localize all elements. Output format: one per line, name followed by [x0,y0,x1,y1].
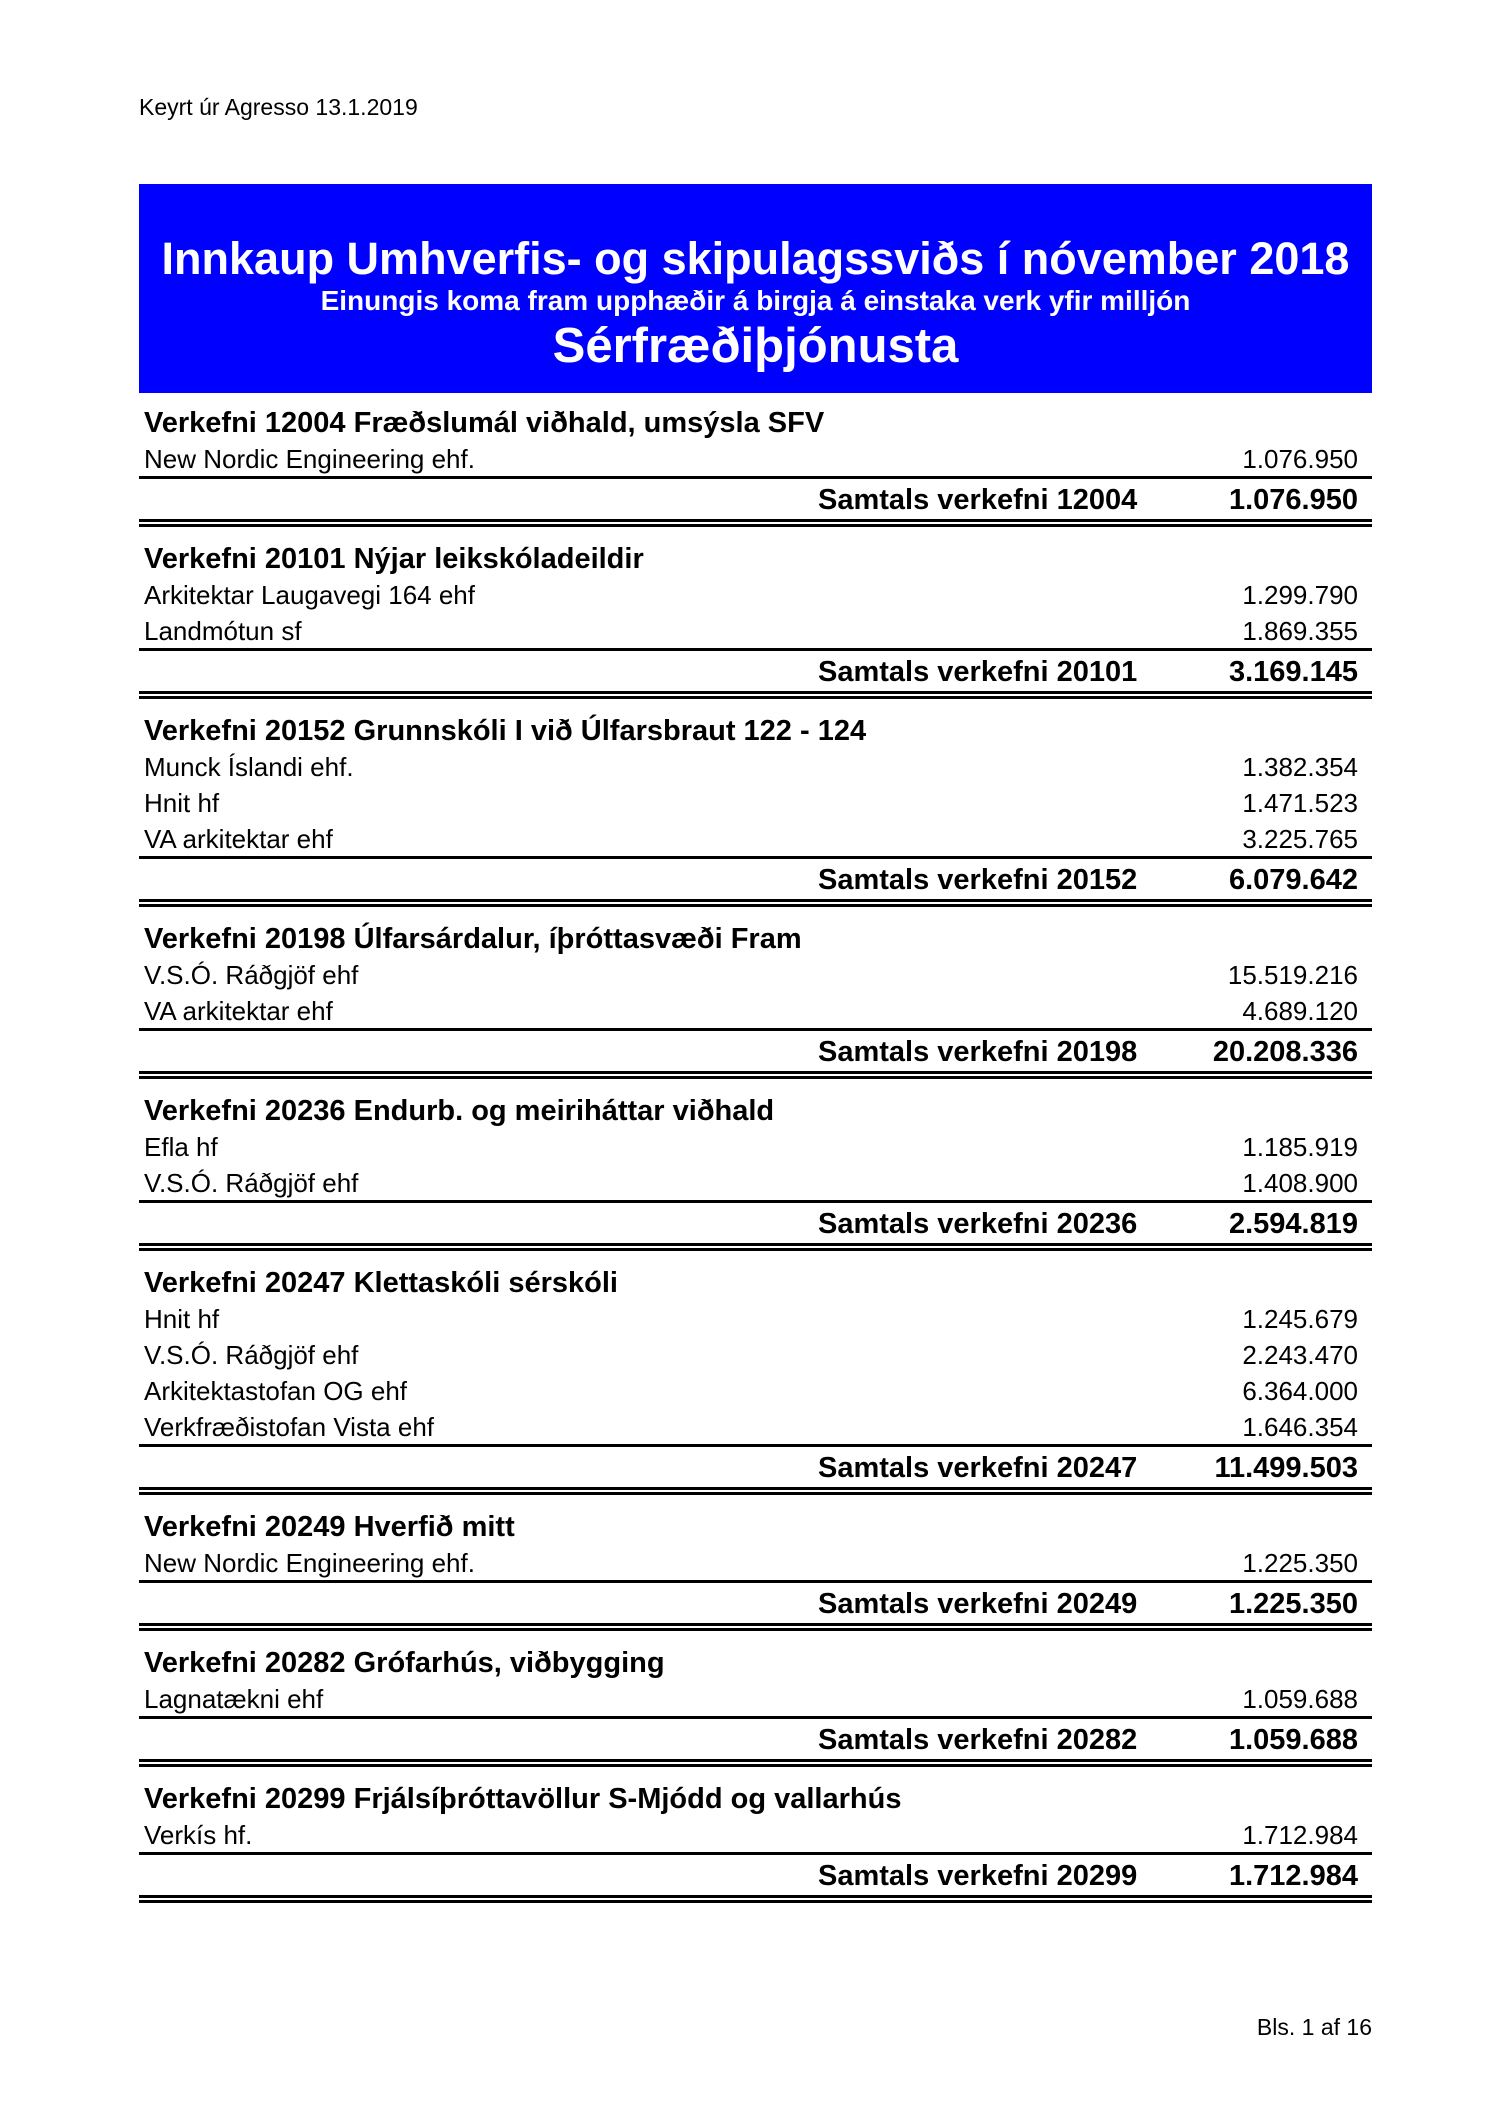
supplier-amount: 1.059.688 [1242,1684,1358,1714]
supplier-name: Verkís hf. [144,1820,253,1850]
supplier-name: VA arkitektar ehf [144,996,333,1026]
supplier-row [139,956,1372,992]
supplier-row [139,576,1372,612]
total-label: Samtals verkefni 12004 [818,484,1138,516]
supplier-list [139,1128,1372,1203]
supplier-amount: 1.408.900 [1242,1168,1358,1198]
supplier-name: Munck Íslandi ehf. [144,752,354,782]
project-total-row [139,859,1372,902]
supplier-name: New Nordic Engineering ehf. [144,444,475,474]
project-heading: Verkefni 12004 Fræðslumál viðhald, umsýsla SFV [144,407,825,439]
supplier-name: Verkfræðistofan Vista ehf [144,1412,435,1442]
supplier-name: Arkitektar Laugavegi 164 ehf [144,580,475,610]
total-label: Samtals verkefni 20249 [818,1588,1138,1620]
supplier-row [139,820,1372,856]
supplier-row [139,612,1372,648]
total-label: Samtals verkefni 20299 [818,1860,1138,1892]
supplier-list [139,576,1372,651]
supplier-amount: 1.299.790 [1242,580,1358,610]
report-title: Innkaup Umhverfis- og skipulagssviðs í nóvember 2018 [161,233,1350,284]
supplier-row [139,440,1372,476]
project-section [139,1779,1372,1903]
supplier-name: Arkitektastofan OG ehf [144,1376,408,1406]
project-heading: Verkefni 20282 Grófarhús, viðbygging [144,1647,665,1679]
supplier-name: V.S.Ó. Ráðgjöf ehf [144,1168,359,1198]
supplier-amount: 1.471.523 [1242,788,1358,818]
report-category: Sérfræðiþjónusta [552,319,959,373]
double-underline [139,694,1372,699]
double-underline [139,1898,1372,1903]
supplier-row [139,1372,1372,1408]
supplier-amount: 15.519.216 [1227,960,1358,990]
total-amount: 3.169.145 [1228,656,1358,688]
supplier-row [139,1300,1372,1336]
supplier-amount: 4.689.120 [1242,996,1358,1026]
project-total-row [139,479,1372,522]
total-amount: 1.076.950 [1228,484,1358,516]
supplier-row [139,748,1372,784]
total-label: Samtals verkefni 20282 [818,1724,1138,1756]
supplier-amount: 1.382.354 [1242,752,1358,782]
project-heading: Verkefni 20249 Hverfið mitt [144,1511,515,1543]
supplier-name: Efla hf [144,1132,218,1162]
supplier-name: V.S.Ó. Ráðgjöf ehf [144,1340,359,1370]
report-banner [139,184,1372,393]
double-underline [139,1246,1372,1251]
supplier-row [139,1164,1372,1200]
supplier-amount: 1.225.350 [1242,1548,1358,1578]
project-section [139,1643,1372,1767]
project-section [139,711,1372,907]
total-amount: 1.712.984 [1228,1860,1358,1892]
total-label: Samtals verkefni 20101 [818,656,1138,688]
page-number: Bls. 1 af 16 [1256,2014,1372,2040]
supplier-name: Hnit hf [144,1304,220,1334]
supplier-amount: 1.076.950 [1242,444,1358,474]
project-section [139,1507,1372,1631]
supplier-row [139,992,1372,1028]
supplier-amount: 2.243.470 [1242,1340,1358,1370]
supplier-name: Landmótun sf [144,616,302,646]
double-underline [139,902,1372,907]
total-amount: 11.499.503 [1214,1452,1358,1484]
supplier-row [139,1680,1372,1716]
double-underline [139,1626,1372,1631]
project-total-row [139,1447,1372,1490]
project-total-row [139,1203,1372,1246]
total-amount: 1.225.350 [1228,1588,1358,1620]
supplier-list [139,748,1372,859]
supplier-list [139,1816,1372,1855]
total-label: Samtals verkefni 20198 [818,1036,1138,1068]
total-amount: 1.059.688 [1228,1724,1358,1756]
project-total-row [139,651,1372,694]
double-underline [139,1762,1372,1767]
supplier-amount: 1.869.355 [1242,616,1358,646]
supplier-row [139,1408,1372,1444]
project-heading: Verkefni 20299 Frjálsíþróttavöllur S-Mjódd og vallarhús [144,1783,902,1815]
total-amount: 2.594.819 [1228,1208,1358,1240]
project-total-row [139,1855,1372,1898]
project-heading: Verkefni 20101 Nýjar leikskóladeildir [144,543,644,575]
supplier-list [139,1544,1372,1583]
supplier-name: VA arkitektar ehf [144,824,333,854]
double-underline [139,1074,1372,1079]
total-label: Samtals verkefni 20247 [818,1452,1138,1484]
project-section [139,1263,1372,1495]
project-list [139,403,1372,1915]
supplier-list [139,1300,1372,1447]
supplier-list [139,956,1372,1031]
project-heading: Verkefni 20152 Grunnskóli I við Úlfarsbraut 122 - 124 [144,715,867,747]
double-underline [139,1490,1372,1495]
project-total-row [139,1583,1372,1626]
total-label: Samtals verkefni 20152 [818,864,1138,896]
supplier-list [139,1680,1372,1719]
supplier-amount: 1.185.919 [1242,1132,1358,1162]
project-section [139,403,1372,527]
supplier-name: New Nordic Engineering ehf. [144,1548,475,1578]
project-heading: Verkefni 20198 Úlfarsárdalur, íþróttasvæði Fram [144,923,802,955]
project-total-row [139,1719,1372,1762]
project-heading: Verkefni 20247 Klettaskóli sérskóli [144,1267,618,1299]
export-note: Keyrt úr Agresso 13.1.2019 [139,94,418,120]
supplier-row [139,1816,1372,1852]
project-heading: Verkefni 20236 Endurb. og meiriháttar viðhald [144,1095,775,1127]
supplier-name: Hnit hf [144,788,220,818]
double-underline [139,522,1372,527]
supplier-amount: 6.364.000 [1242,1376,1358,1406]
supplier-amount: 1.646.354 [1242,1412,1358,1442]
total-label: Samtals verkefni 20236 [818,1208,1138,1240]
report-subtitle: Einungis koma fram upphæðir á birgja á einstaka verk yfir milljón [320,285,1191,316]
project-total-row [139,1031,1372,1074]
project-section [139,919,1372,1079]
project-section [139,539,1372,699]
supplier-row [139,784,1372,820]
supplier-amount: 1.245.679 [1242,1304,1358,1334]
supplier-row [139,1544,1372,1580]
supplier-amount: 3.225.765 [1242,824,1358,854]
supplier-row [139,1336,1372,1372]
project-section [139,1091,1372,1251]
supplier-list [139,440,1372,479]
supplier-name: V.S.Ó. Ráðgjöf ehf [144,960,359,990]
total-amount: 6.079.642 [1228,864,1358,896]
supplier-row [139,1128,1372,1164]
supplier-name: Lagnatækni ehf [144,1684,324,1714]
supplier-amount: 1.712.984 [1242,1820,1358,1850]
total-amount: 20.208.336 [1212,1036,1358,1068]
